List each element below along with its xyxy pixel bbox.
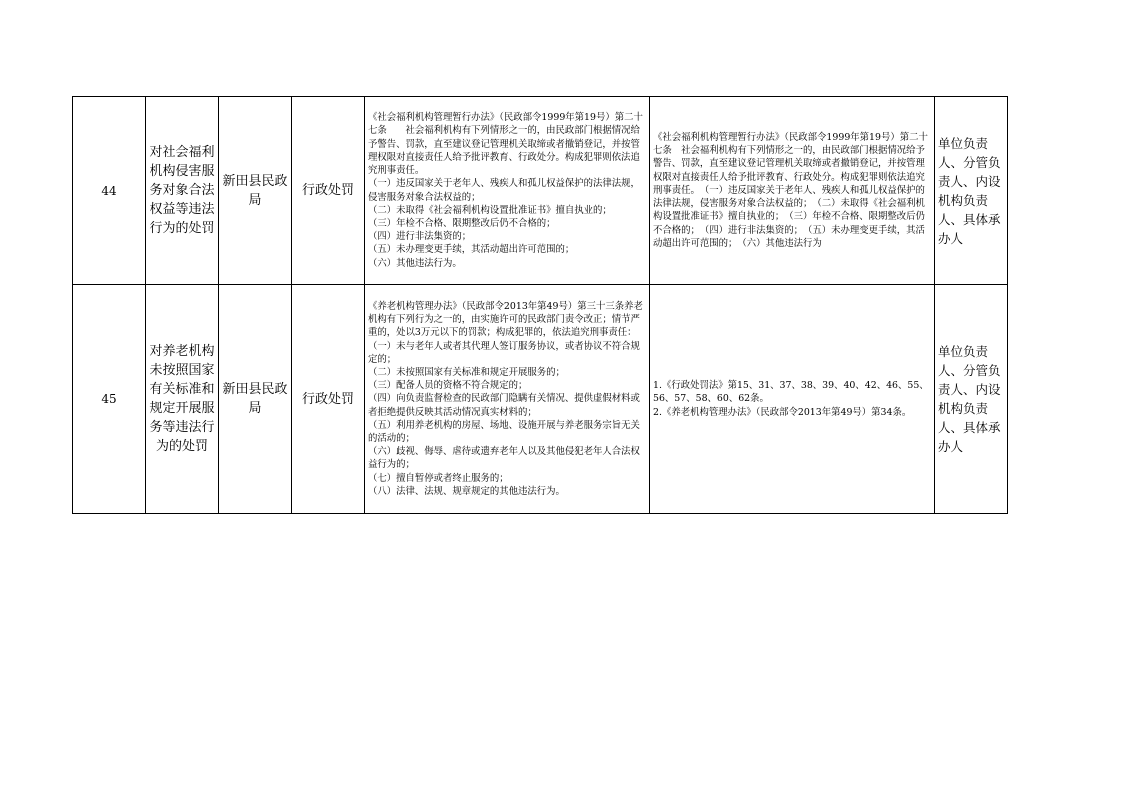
item-name: 对社会福利机构侵害服务对象合法权益等违法行为的处罚 xyxy=(146,97,219,285)
basis-line: 《社会福利机构管理暂行办法》（民政部令1999年第19号）第二十七条 社会福利机构有下列情形之一的，由民政部门根据情况给予警告、罚款，直至建议登记管理机关取缔或者撤销登记，并按管理权限对直接责任人给予批评教育、行政处分。构成犯罪则依法追究刑事责任。 xyxy=(368,112,643,177)
law-line: 《社会福利机构管理暂行办法》（民政部令1999年第19号）第二十七条 社会福利机构有下列情形之一的，由民政部门根据情况给予警告、罚款，直至建议登记管理机关取缔或者撤销登记，并按管理权限对直接责任人给予批评教育、行政处分。构成犯罪则依法追究刑事责任。 （一）违反国家关于老年人、残疾人和孤儿权益保护的法律法规，侵害服务对象合法权益的； （二）未取得《社会福利机构设置批准证书》擅自执业的； （三）年检不合格、限期整改后仍不合格的； （四）进行非法集资的； （五）未办理变更手续，其活动超出许可范围的； （六）其他违法行为 xyxy=(653,132,928,249)
basis-line: （六）其他违法行为。 xyxy=(368,257,462,269)
basis-line: （三）配备人员的资格不符合规定的； xyxy=(368,380,528,392)
penalty-table xyxy=(72,96,1008,514)
law-line: 2.《养老机构管理办法》（民政部令2013年第49号）第34条。 xyxy=(653,406,912,418)
basis-line: （四）向负责监督检查的民政部门隐瞒有关情况、提供虚假材料或者拒绝提供反映其活动情况真实材料的； xyxy=(368,393,640,418)
penalty-type: 行政处罚 xyxy=(292,285,365,514)
basis-line: （四）进行非法集资的； xyxy=(368,231,472,243)
penalty-type: 行政处罚 xyxy=(292,97,365,285)
legal-basis xyxy=(365,97,650,285)
accountability-basis xyxy=(650,285,935,514)
basis-line: （二）未按照国家有关标准和规定开展服务的； xyxy=(368,366,565,378)
basis-line: （五）未办理变更手续，其活动超出许可范围的； xyxy=(368,244,575,256)
responsible-persons: 单位负责人、分管负责人、内设机构负责人、具体承办人 xyxy=(935,285,1008,514)
legal-basis xyxy=(365,285,650,514)
row-number: 44 xyxy=(73,97,146,285)
basis-line: （三）年检不合格、限期整改后仍不合格的； xyxy=(368,217,556,229)
basis-line: （二）未取得《社会福利机构设置批准证书》擅自执业的； xyxy=(368,204,612,216)
table-row xyxy=(73,97,1008,285)
basis-line: 《养老机构管理办法》（民政部令2013年第49号）第三十三条养老机构有下列行为之一的，由实施许可的民政部门责令改正；情节严重的，处以3万元以下的罚款；构成犯罪的，依法追究刑事责任： xyxy=(368,300,643,339)
basis-line: （一）未与老年人或者其代理人签订服务协议，或者协议不符合规定的； xyxy=(368,340,640,365)
department: 新田县民政局 xyxy=(219,285,292,514)
basis-line: （一）违反国家关于老年人、残疾人和孤儿权益保护的法律法规，侵害服务对象合法权益的； xyxy=(368,178,640,203)
item-name: 对养老机构未按照国家有关标准和规定开展服务等违法行为的处罚 xyxy=(146,285,219,514)
basis-line: （五）利用养老机构的房屋、场地、设施开展与养老服务宗旨无关的活动的； xyxy=(368,419,640,444)
row-number: 45 xyxy=(73,285,146,514)
responsible-persons: 单位负责人、分管负责人、内设机构负责人、具体承办人 xyxy=(935,97,1008,285)
table-row xyxy=(73,285,1008,514)
law-line: 1.《行政处罚法》第15、31、37、38、39、40、42、46、55、56、57、58、60、62条。 xyxy=(653,380,929,405)
basis-line: （六）歧视、侮辱、虐待或遗弃老年人以及其他侵犯老年人合法权益行为的； xyxy=(368,446,640,471)
accountability-basis xyxy=(650,97,935,285)
basis-line: （七）擅自暂停或者终止服务的； xyxy=(368,472,509,484)
basis-line: （八）法律、法规、规章规定的其他违法行为。 xyxy=(368,485,565,497)
department: 新田县民政局 xyxy=(219,97,292,285)
